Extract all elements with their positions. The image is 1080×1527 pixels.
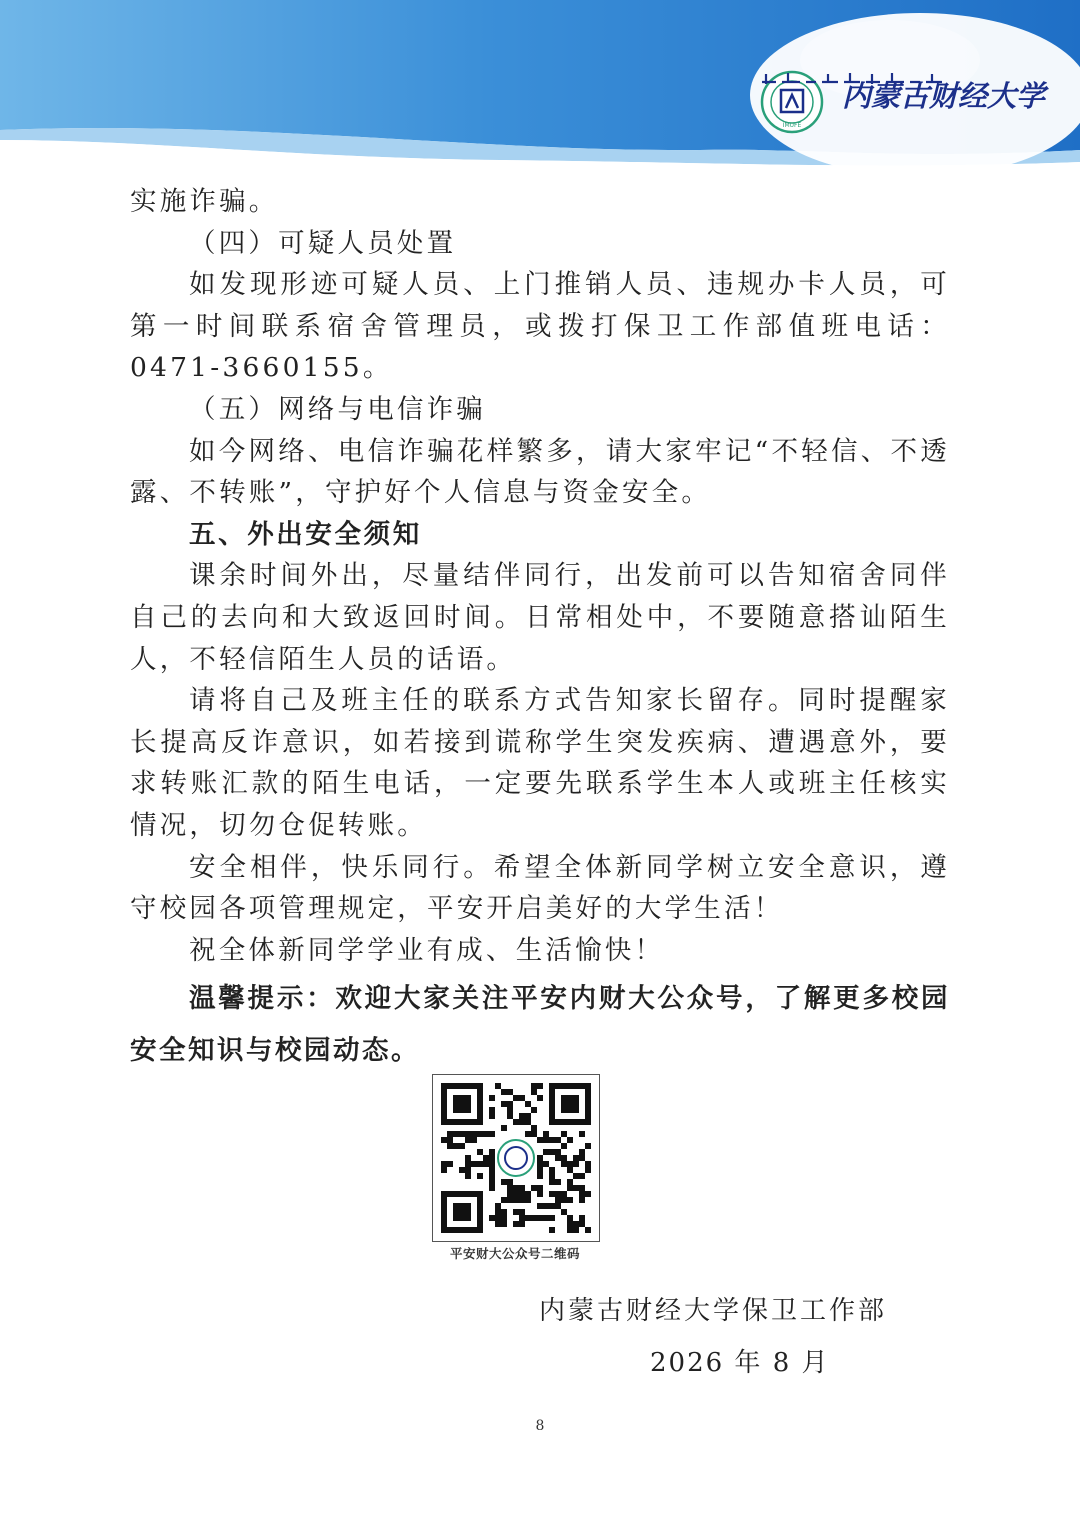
- subheading-suspicious-persons: （四）可疑人员处置: [189, 227, 457, 259]
- university-logo: [760, 70, 1060, 140]
- header-banner: [0, 0, 1080, 175]
- qr-code-pattern-icon: [441, 1083, 591, 1233]
- paragraph-telecom-fraud: 如今网络、电信诈骗花样繁多，请大家牢记“不轻信、不透露、不转账”，守护好个人信息与资金安全。: [130, 435, 950, 509]
- paragraph-closing: 安全相伴，快乐同行。希望全体新同学树立安全意识，遵守校园各项管理规定，平安开启美好的大学生活！: [130, 851, 950, 925]
- qr-code[interactable]: [432, 1074, 600, 1242]
- article-body: [130, 181, 950, 1077]
- signature-date: 2026 年 8 月: [650, 1348, 830, 1378]
- paragraph-parents: 请将自己及班主任的联系方式告知家长留存。同时提醒家长提高反诈意识，如若接到谎称学生突发疾病、遭遇意外，要求转账汇款的陌生电话，一定要先联系学生本人或班主任核实情况，切勿仓促转账。: [130, 685, 950, 841]
- page-number: 8: [535, 1418, 545, 1434]
- seal-abbreviation: IMUFE: [782, 122, 802, 129]
- subheading-telecom-fraud: （五）网络与电信诈骗: [189, 393, 486, 425]
- university-name: 内蒙古财经大学: [842, 79, 1046, 113]
- paragraph-suspicious-persons: 如发现形迹可疑人员、上门推销人员、违规办卡人员，可第一时间联系宿舍管理员，或拨打保卫工作部值班电话：0471-3660155。: [130, 269, 950, 384]
- qr-caption: 平安财大公众号二维码: [449, 1246, 580, 1261]
- section-heading-outing-safety: 五、外出安全须知: [189, 518, 422, 550]
- signature-organization: 内蒙古财经大学保卫工作部: [539, 1296, 888, 1326]
- warm-tip: 温馨提示：欢迎大家关注平安内财大公众号，了解更多校园安全知识与校园动态。: [130, 983, 950, 1067]
- paragraph-outing: 课余时间外出，尽量结伴同行，出发前可以告知宿舍同伴自己的去向和大致返回时间。日常相处中，不要随意搭讪陌生人，不轻信陌生人员的话语。: [130, 560, 950, 675]
- paragraph-wishes: 祝全体新同学学业有成、生活愉快！: [189, 934, 665, 966]
- mongolian-script-logotype: [760, 70, 960, 86]
- paragraph-continued: 实施诈骗。: [130, 186, 279, 217]
